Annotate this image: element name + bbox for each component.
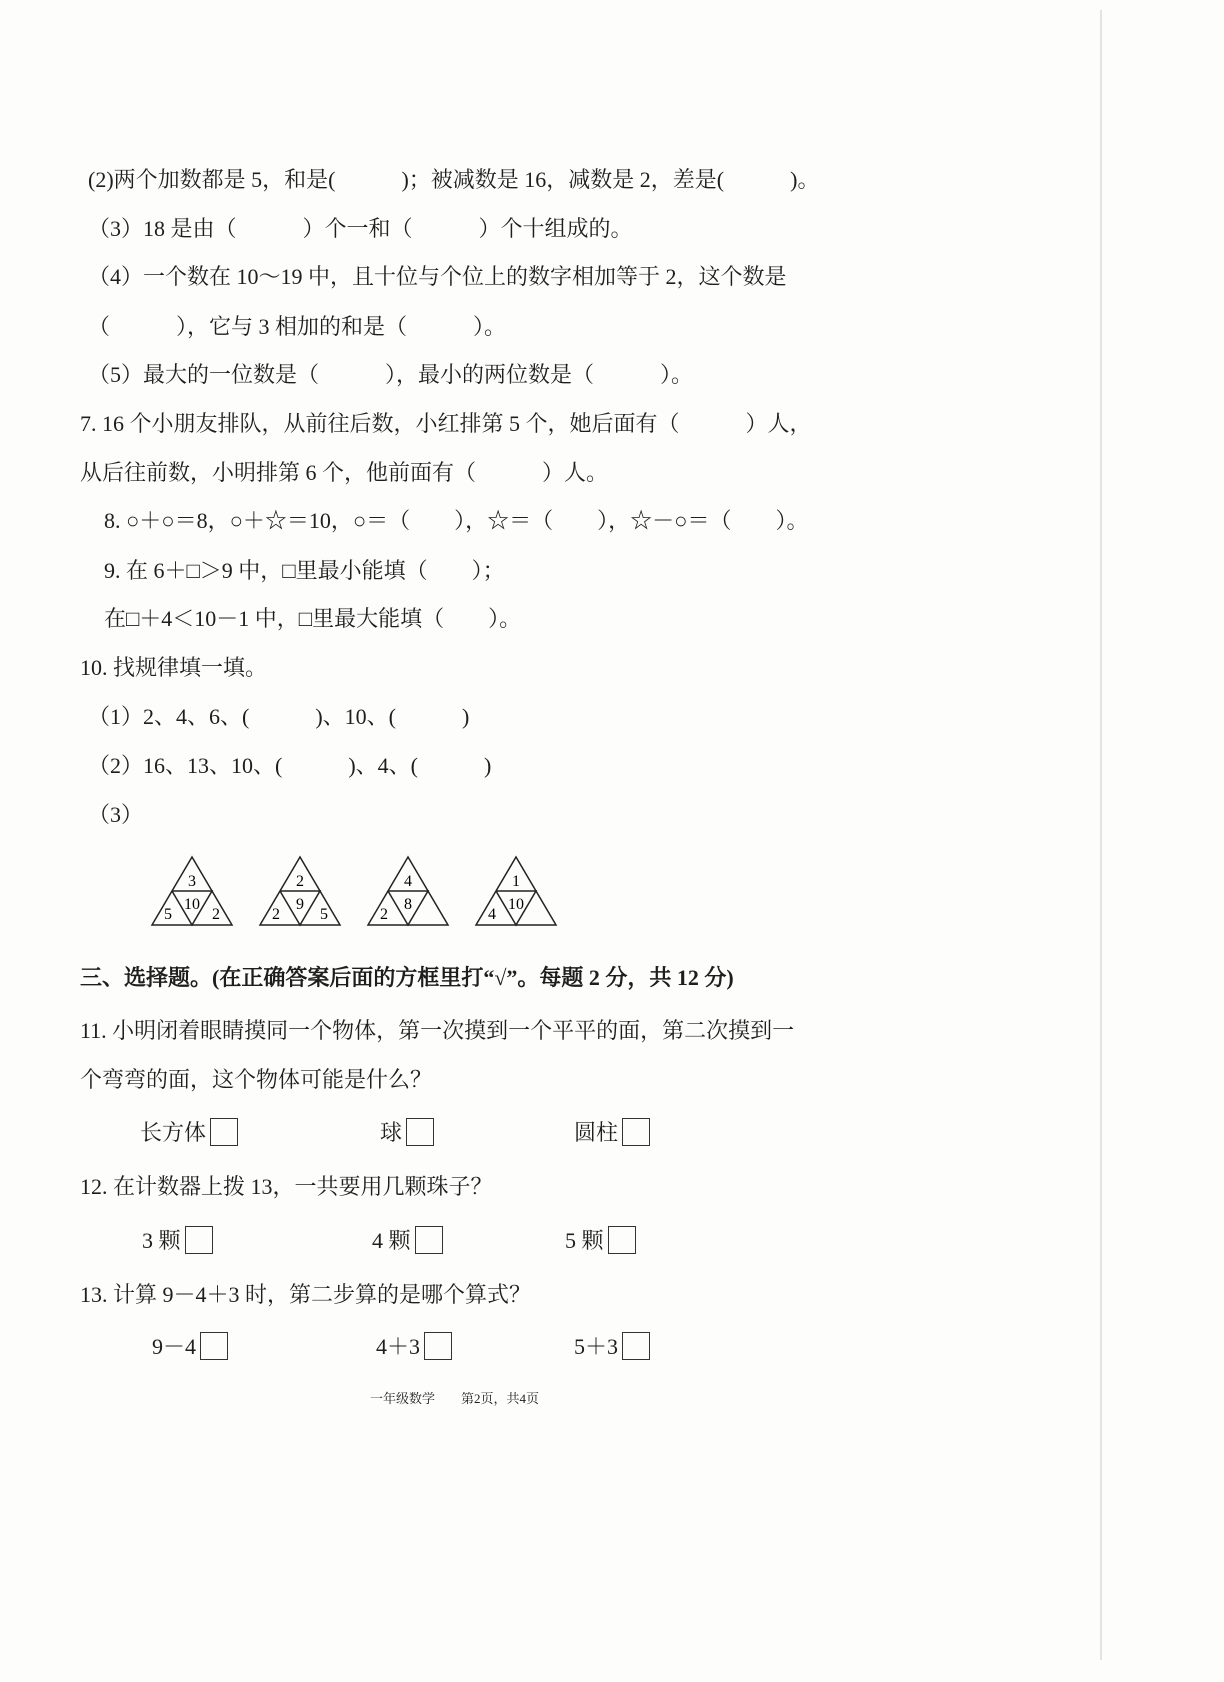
q13-option-2-label: 4＋3 [376,1334,421,1359]
triangle-puzzle-1 [150,855,234,927]
q11-line1: 11. 小明闭着眼睛摸同一个物体，第一次摸到一个平平的面，第二次摸到一 [80,1018,795,1043]
q12: 12. 在计数器上拨 13，一共要用几颗珠子？ [80,1174,493,1199]
q13-option-2-checkbox[interactable] [424,1332,452,1360]
q12-option-1-label: 3 颗 [142,1228,181,1253]
q12-option-3-checkbox[interactable] [608,1226,636,1254]
q6-5: （5）最大的一位数是（ ），最小的两位数是（ ）。 [88,362,694,387]
q13-option-1-checkbox[interactable] [200,1332,228,1360]
q12-option-1 [142,1226,213,1256]
triangle-1-left: 5 [164,906,172,923]
q11-option-1-label: 长方体 [140,1120,207,1145]
q9-line2: 在□＋4＜10－1 中，□里最大能填（ ）。 [104,606,522,631]
triangle-2-left: 2 [272,906,280,923]
q13-option-2 [376,1332,452,1362]
q6-4-line1: （4）一个数在 10～19 中，且十位与个位上的数字相加等于 2，这个数是 [88,264,787,289]
q7-line2: 从后往前数，小明排第 6 个，他前面有（ ）人。 [80,460,609,485]
q7-line1: 7. 16 个小朋友排队，从前往后数，小红排第 5 个，她后面有（ ）人， [80,411,812,436]
q8: 8. ○＋○＝8，○＋☆＝10，○＝（ ），☆＝（ ），☆－○＝（ ）。 [104,508,809,533]
q11-line2: 个弯弯的面，这个物体可能是什么？ [80,1067,433,1092]
q10-2: （2）16、13、10、( )、4、( ) [88,753,492,778]
triangle-3-top: 4 [404,873,412,890]
triangle-puzzle-3 [366,855,450,927]
q11-option-2 [380,1118,434,1148]
q9-line1: 9. 在 6＋□＞9 中，□里最小能填（ ）； [104,558,505,583]
triangle-4-mid: 10 [508,896,524,913]
q6-3: （3）18 是由（ ）个一和（ ）个十组成的。 [88,216,633,241]
q6-2: (2)两个加数都是 5，和是( )；被减数是 16，减数是 2，差是( )。 [88,167,820,192]
q11-option-2-checkbox[interactable] [406,1118,434,1146]
q12-option-2-checkbox[interactable] [415,1226,443,1254]
triangle-puzzle-4 [474,855,558,927]
q11-option-2-label: 球 [380,1120,403,1145]
section-3-heading: 三、选择题。(在正确答案后面的方框里打“√”。每题 2 分，共 12 分) [80,965,734,990]
triangle-4-left: 4 [488,906,496,923]
q13: 13. 计算 9－4＋3 时，第二步算的是哪个算式？ [80,1282,532,1307]
q13-option-3-label: 5＋3 [574,1334,619,1359]
triangle-2-right: 5 [320,906,328,923]
q12-option-3 [565,1226,636,1256]
q10-3: （3） [88,802,144,827]
triangle-1-mid: 10 [184,896,200,913]
q11-option-1 [140,1118,238,1148]
q6-4-line2: （ ），它与 3 相加的和是（ ）。 [88,314,507,339]
q11-option-3 [574,1118,650,1148]
triangle-3-left: 2 [380,906,388,923]
q11-option-1-checkbox[interactable] [210,1118,238,1146]
q10-1: （1）2、4、6、( )、10、( ) [88,704,470,729]
triangle-2-top: 2 [296,873,304,890]
triangle-2-mid: 9 [296,896,304,913]
q12-option-3-label: 5 颗 [565,1228,604,1253]
triangle-puzzle-2 [258,855,342,927]
q13-option-1 [152,1332,228,1362]
triangle-3-mid: 8 [404,896,412,913]
q12-option-2 [372,1226,443,1256]
q12-option-1-checkbox[interactable] [185,1226,213,1254]
page-edge [1100,10,1102,1660]
triangle-4-top: 1 [512,873,520,890]
q13-option-3 [574,1332,650,1362]
q11-option-3-label: 圆柱 [574,1120,619,1145]
triangle-1-top: 3 [188,873,196,890]
triangle-1-right: 2 [212,906,220,923]
q12-option-2-label: 4 颗 [372,1228,411,1253]
q10: 10. 找规律填一填。 [80,655,268,680]
q13-option-1-label: 9－4 [152,1334,197,1359]
q13-option-3-checkbox[interactable] [622,1332,650,1360]
q11-option-3-checkbox[interactable] [622,1118,650,1146]
page-footer: 一年级数学 第2页，共4页 [370,1391,540,1406]
